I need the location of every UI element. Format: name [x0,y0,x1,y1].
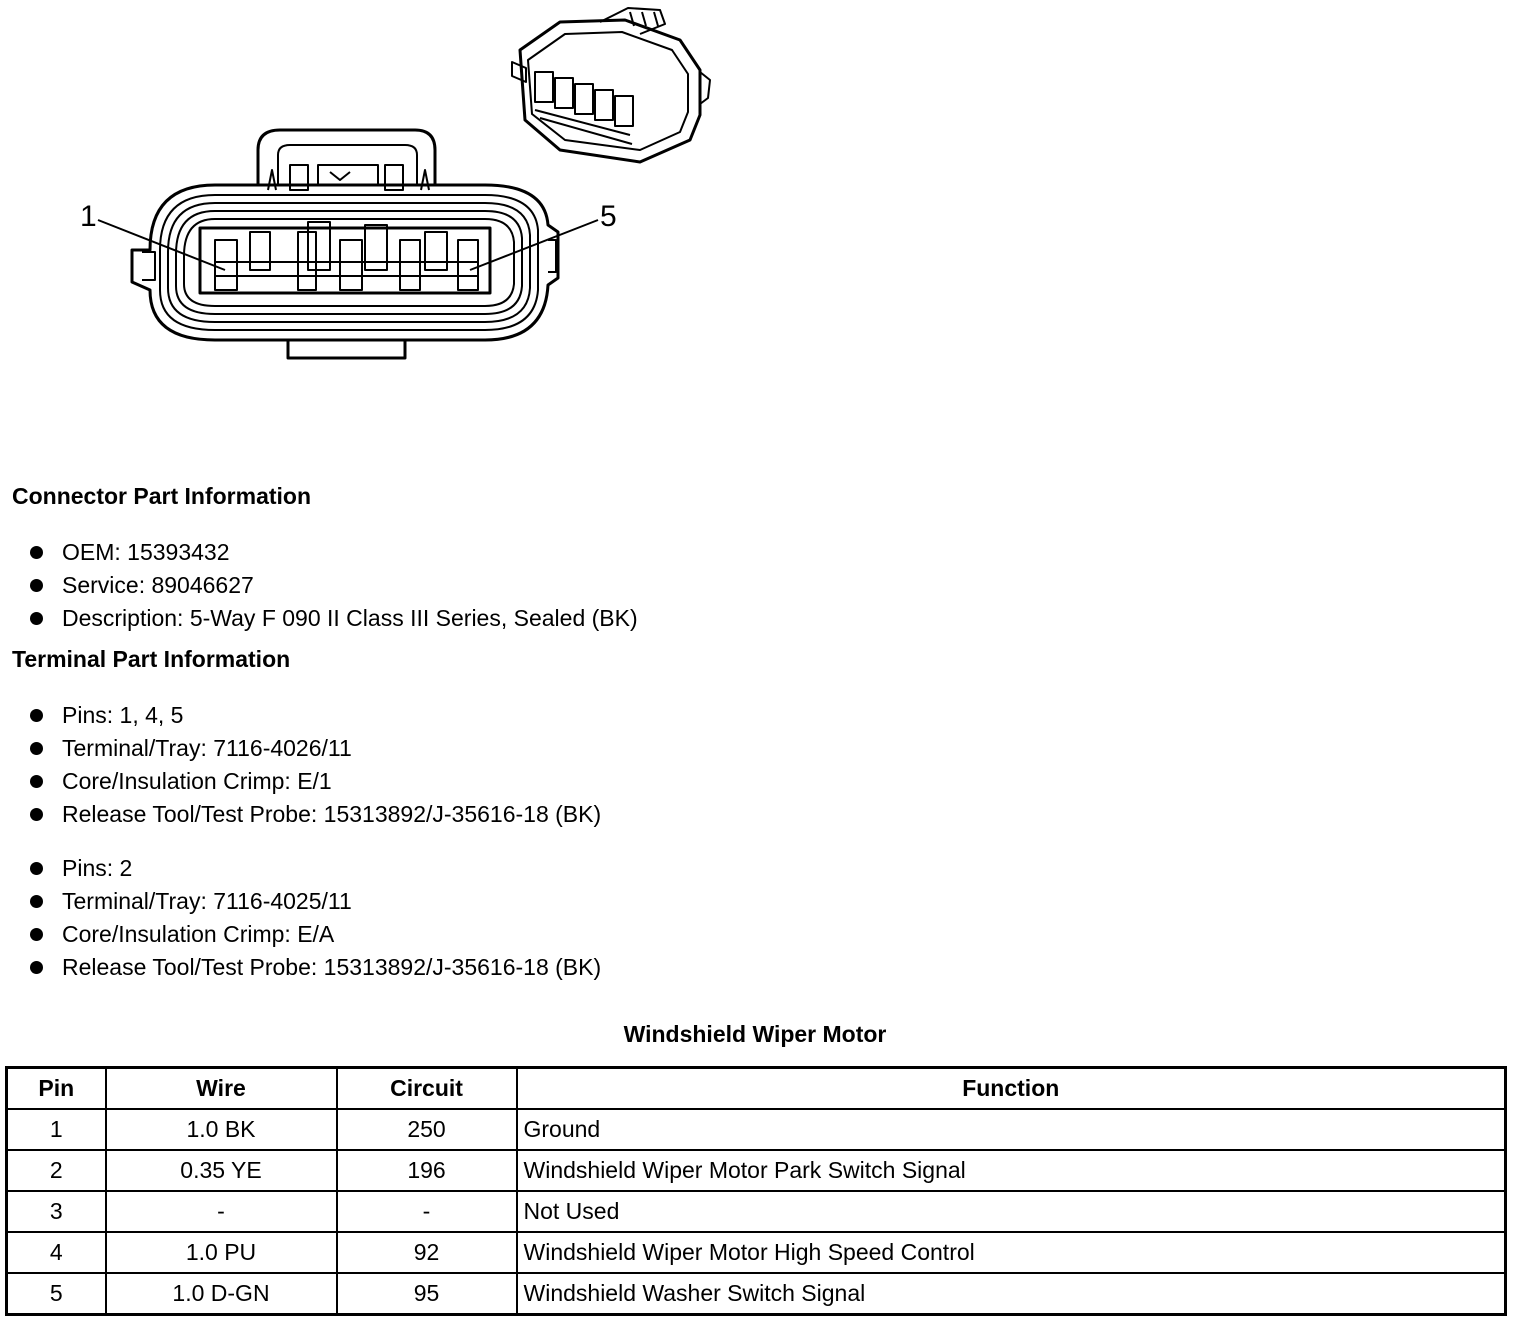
terminal-group-1-list [30,699,601,831]
header-wire: Wire [106,1068,337,1110]
cell-wire: 0.35 YE [106,1150,337,1191]
list-item: Pins: 1, 4, 5 [30,699,601,732]
pin-1-label: 1 [80,200,97,233]
terminal-part-info-heading: Terminal Part Information [12,646,291,672]
cell-circuit: 250 [337,1109,517,1150]
connector-diagram [0,0,760,400]
list-item: Release Tool/Test Probe: 15313892/J-35616-18 (BK) [30,798,601,831]
list-item: Core/Insulation Crimp: E/1 [30,765,601,798]
cell-function: Not Used [517,1191,1506,1232]
table-row [7,1109,1506,1150]
list-item: Core/Insulation Crimp: E/A [30,918,601,951]
cell-pin: 4 [7,1232,106,1273]
table-row [7,1191,1506,1232]
cell-circuit: 196 [337,1150,517,1191]
cell-function: Windshield Wiper Motor Park Switch Signal [517,1150,1506,1191]
header-function: Function [517,1068,1506,1110]
cell-wire: 1.0 PU [106,1232,337,1273]
connector-face-view [98,130,598,358]
list-item: Terminal/Tray: 7116-4026/11 [30,732,601,765]
pinout-table [5,1066,1507,1316]
list-item: Pins: 2 [30,852,601,885]
cell-circuit: 92 [337,1232,517,1273]
cell-wire: 1.0 D-GN [106,1273,337,1315]
table-row [7,1273,1506,1315]
cell-wire: 1.0 BK [106,1109,337,1150]
list-item: Description: 5-Way F 090 II Class III Series, Sealed (BK) [30,602,638,635]
connector-isometric-view [512,8,710,162]
connector-part-info-heading: Connector Part Information [12,483,312,509]
table-row [7,1232,1506,1273]
list-item: OEM: 15393432 [30,536,638,569]
cell-function: Windshield Wiper Motor High Speed Control [517,1232,1506,1273]
cell-pin: 2 [7,1150,106,1191]
cell-pin: 1 [7,1109,106,1150]
list-item: Terminal/Tray: 7116-4025/11 [30,885,601,918]
table-row [7,1150,1506,1191]
list-item: Service: 89046627 [30,569,638,602]
cell-function: Ground [517,1109,1506,1150]
cell-pin: 5 [7,1273,106,1315]
cell-wire: - [106,1191,337,1232]
pin-5-label: 5 [600,200,617,233]
header-circuit: Circuit [337,1068,517,1110]
connector-part-info-list [30,536,638,635]
cell-circuit: 95 [337,1273,517,1315]
cell-pin: 3 [7,1191,106,1232]
header-pin: Pin [7,1068,106,1110]
list-item: Release Tool/Test Probe: 15313892/J-35616-18 (BK) [30,951,601,984]
cell-function: Windshield Washer Switch Signal [517,1273,1506,1315]
table-title: Windshield Wiper Motor [623,1021,887,1047]
table-header-row [7,1068,1506,1110]
terminal-group-2-list [30,852,601,984]
cell-circuit: - [337,1191,517,1232]
